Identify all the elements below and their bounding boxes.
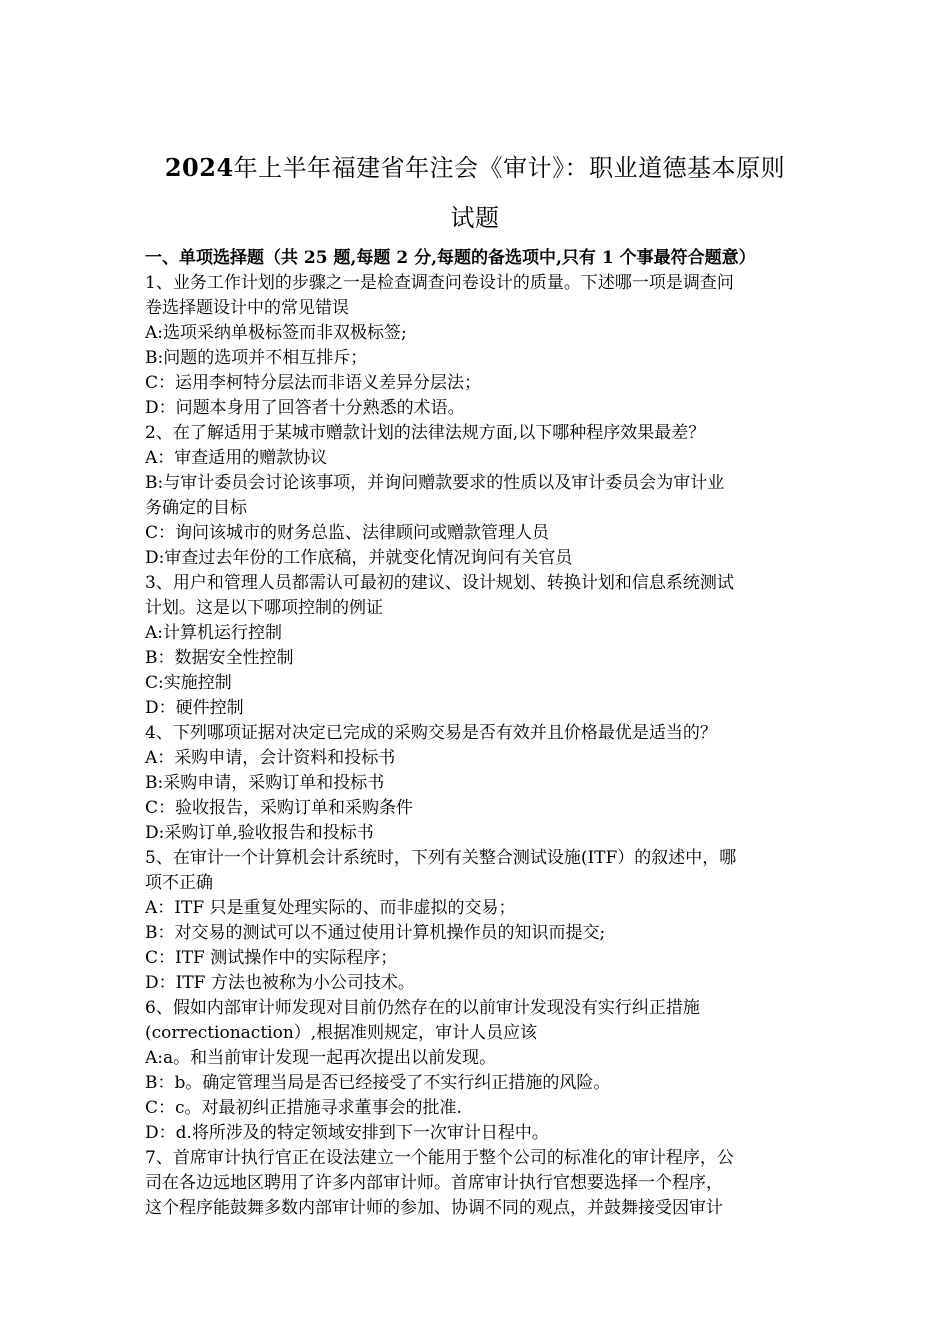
question-4-option-a: A：采购申请，会计资料和投标书 xyxy=(145,748,396,768)
document-title-continued: 试题 xyxy=(450,204,500,232)
document-title xyxy=(140,153,810,183)
question-2-option-c: C：询问该城市的财务总监、法律顾问或赠款管理人员 xyxy=(145,523,550,543)
question-5-option-d: D：ITF 方法也被称为小公司技术。 xyxy=(145,973,415,993)
question-7-line-3: 这个程序能鼓舞多数内部审计师的参加、协调不同的观点，并鼓舞接受因审计 xyxy=(145,1198,723,1218)
question-4-option-c: C：验收报告，采购订单和采购条件 xyxy=(145,798,414,818)
question-1-option-c: C：运用李柯特分层法而非语义差异分层法； xyxy=(145,373,482,393)
question-3-line-1: 3、用户和管理人员都需认可最初的建议、设计规划、转换计划和信息系统测试 xyxy=(145,573,734,593)
question-1-line-2: 卷选择题设计中的常见错误 xyxy=(145,298,349,318)
document-body xyxy=(145,246,810,1221)
question-6-option-a: A:a。和当前审计发现一起再次提出以前发现。 xyxy=(145,1048,497,1068)
question-4-option-d: D:采购订单,验收报告和投标书 xyxy=(145,823,374,843)
question-3-option-d: D：硬件控制 xyxy=(145,698,244,718)
title-year: 2024 xyxy=(164,153,234,182)
question-7-line-2: 司在各边远地区聘用了许多内部审计师。首席审计执行官想要选择一个程序， xyxy=(145,1173,723,1193)
question-6-option-c: C：c。对最初纠正措施寻求董事会的批准. xyxy=(145,1098,462,1118)
question-7-line-1: 7、首席审计执行官正在设法建立一个能用于整个公司的标准化的审计程序，公 xyxy=(145,1148,734,1168)
question-5-option-a: A：ITF 只是重复处理实际的、而非虚拟的交易； xyxy=(145,898,516,918)
question-3-option-b: B：数据安全性控制 xyxy=(145,648,294,668)
question-1-option-d: D：问题本身用了回答者十分熟悉的术语。 xyxy=(145,398,465,418)
question-2-line-1: 2、在了解适用于某城市赠款计划的法律法规方面,以下哪种程序效果最差？ xyxy=(145,423,706,443)
question-2-option-b: B:与审计委员会讨论该事项，并询问赠款要求的性质以及审计委员会为审计业 xyxy=(145,473,725,493)
question-5-line-2: 项不正确 xyxy=(145,873,213,893)
question-4-option-b: B:采购申请，采购订单和投标书 xyxy=(145,773,385,793)
question-2-option-d: D:审查过去年份的工作底稿，并就变化情况询问有关官员 xyxy=(145,548,573,568)
title-text: 年上半年福建省年注会《审计》：职业道德基本原则 xyxy=(233,154,786,182)
question-5-line-1: 5、在审计一个计算机会计系统时，下列有关整合测试设施(ITF）的叙述中，哪 xyxy=(145,848,737,868)
question-1-option-b: B:问题的选项并不相互排斥； xyxy=(145,348,368,368)
question-4-line-1: 4、下列哪项证据对决定已完成的采购交易是否有效并且价格最优是适当的？ xyxy=(145,723,717,743)
question-5-option-b: B：对交易的测试可以不通过使用计算机操作员的知识而提交; xyxy=(145,923,606,943)
question-3-option-a: A:计算机运行控制 xyxy=(145,623,283,643)
question-3-option-c: C:实施控制 xyxy=(145,673,232,693)
question-6-option-d: D：d.将所涉及的特定领域安排到下一次审计日程中。 xyxy=(145,1123,549,1143)
question-6-line-1: 6、假如内部审计师发现对目前仍然存在的以前审计发现没有实行纠正措施 xyxy=(145,998,700,1018)
question-5-option-c: C：ITF 测试操作中的实际程序； xyxy=(145,948,398,968)
question-6-line-2: (correctionaction）,根据准则规定，审计人员应该 xyxy=(145,1023,538,1043)
question-2-option-b-cont: 务确定的目标 xyxy=(145,498,247,518)
question-2-option-a: A：审查适用的赠款协议 xyxy=(145,448,328,468)
section-heading: 一、单项选择题（共 25 题,每题 2 分,每题的备选项中,只有 1 个事最符合题意） xyxy=(145,248,756,268)
question-1-option-a: A:选项采纳单极标签而非双极标签; xyxy=(145,323,407,343)
question-6-option-b: B：b。确定管理当局是否已经接受了不实行纠正措施的风险。 xyxy=(145,1073,611,1093)
question-3-line-2: 计划。这是以下哪项控制的例证 xyxy=(145,598,383,618)
question-1-line-1: 1、业务工作计划的步骤之一是检查调查问卷设计的质量。下述哪一项是调查问 xyxy=(145,273,734,293)
